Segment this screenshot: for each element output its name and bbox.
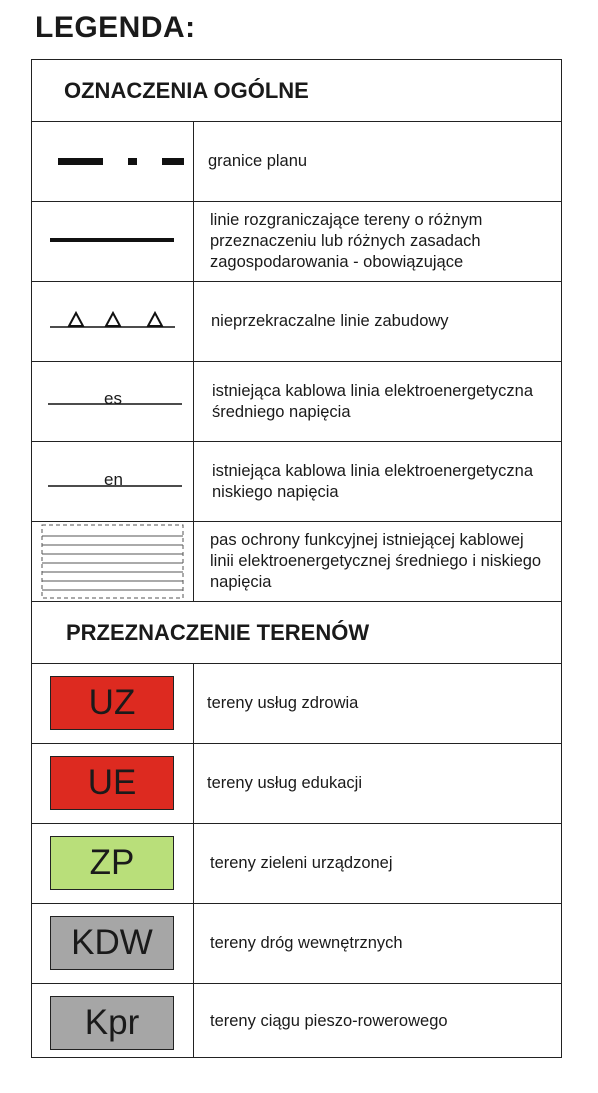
land-use-swatch-ue: UE	[50, 756, 174, 810]
legend-description: istniejąca kablowa linia elektroenergetyczna niskiego napięcia	[212, 461, 534, 501]
dash-dot-line-icon	[32, 122, 193, 201]
legend-row-building-lines	[32, 282, 561, 362]
symbol-cell	[32, 664, 194, 743]
symbol-cell	[32, 744, 194, 823]
legend-description: tereny zieleni urządzonej	[210, 854, 393, 872]
legend-row-kdw	[32, 904, 561, 984]
legend-description: nieprzekraczalne linie zabudowy	[211, 312, 449, 330]
legend-description: tereny usług zdrowia	[207, 694, 359, 712]
legend-description: tereny usług edukacji	[207, 774, 363, 792]
legend-row-kpr	[32, 984, 561, 1058]
legend-row-medium-voltage-line	[32, 362, 561, 442]
legend-row-protection-strip	[32, 522, 561, 602]
line-label-es: es	[104, 389, 122, 408]
legend-row-boundary-lines	[32, 202, 561, 282]
legend-description: tereny ciągu pieszo-rowerowego	[210, 1011, 448, 1030]
symbol-cell	[32, 282, 194, 361]
legend-description: granice planu	[208, 152, 308, 170]
legend-row-ue	[32, 744, 561, 824]
legend-table	[31, 59, 562, 1058]
land-use-swatch-kdw: KDW	[50, 916, 174, 970]
legend-row-zp	[32, 824, 561, 904]
land-use-swatch-zp: ZP	[50, 836, 174, 890]
symbol-cell	[32, 984, 194, 1058]
symbol-cell	[32, 824, 194, 903]
symbol-cell	[32, 442, 194, 521]
symbol-cell	[32, 522, 194, 601]
symbol-cell	[32, 202, 194, 281]
legend-title: LEGENDA:	[35, 11, 196, 44]
symbol-cell	[32, 122, 194, 201]
hatched-strip-icon	[32, 522, 193, 601]
solid-line-icon	[32, 202, 193, 281]
section-title-general: OZNACZENIA OGÓLNE	[64, 77, 309, 103]
land-use-swatch-uz: UZ	[50, 676, 174, 730]
land-use-swatch-kpr: Kpr	[50, 996, 174, 1050]
legend-description: tereny dróg wewnętrznych	[210, 934, 403, 952]
legend-description: pas ochrony funkcyjnej istniejącej kablowej linii elektroenergetycznej średniego i niskiego napięcia	[210, 531, 542, 591]
line-label-en: en	[104, 470, 123, 489]
legend-description: linie rozgraniczające tereny o różnym przeznaczeniu lub różnych zasadach zagospodarowania - obowiązujące	[210, 211, 483, 271]
symbol-cell	[32, 904, 194, 983]
legend-description: istniejąca kablowa linia elektroenergetyczna średniego napięcia	[212, 381, 534, 421]
section-title-land-use: PRZEZNACZENIE TERENÓW	[66, 619, 370, 645]
section-header-general	[32, 60, 561, 122]
legend-row-uz	[32, 664, 561, 744]
triangle-line-icon	[32, 282, 193, 361]
legend-row-plan-boundary	[32, 122, 561, 202]
legend-row-low-voltage-line	[32, 442, 561, 522]
section-header-land-use	[32, 602, 561, 664]
symbol-cell	[32, 362, 194, 441]
